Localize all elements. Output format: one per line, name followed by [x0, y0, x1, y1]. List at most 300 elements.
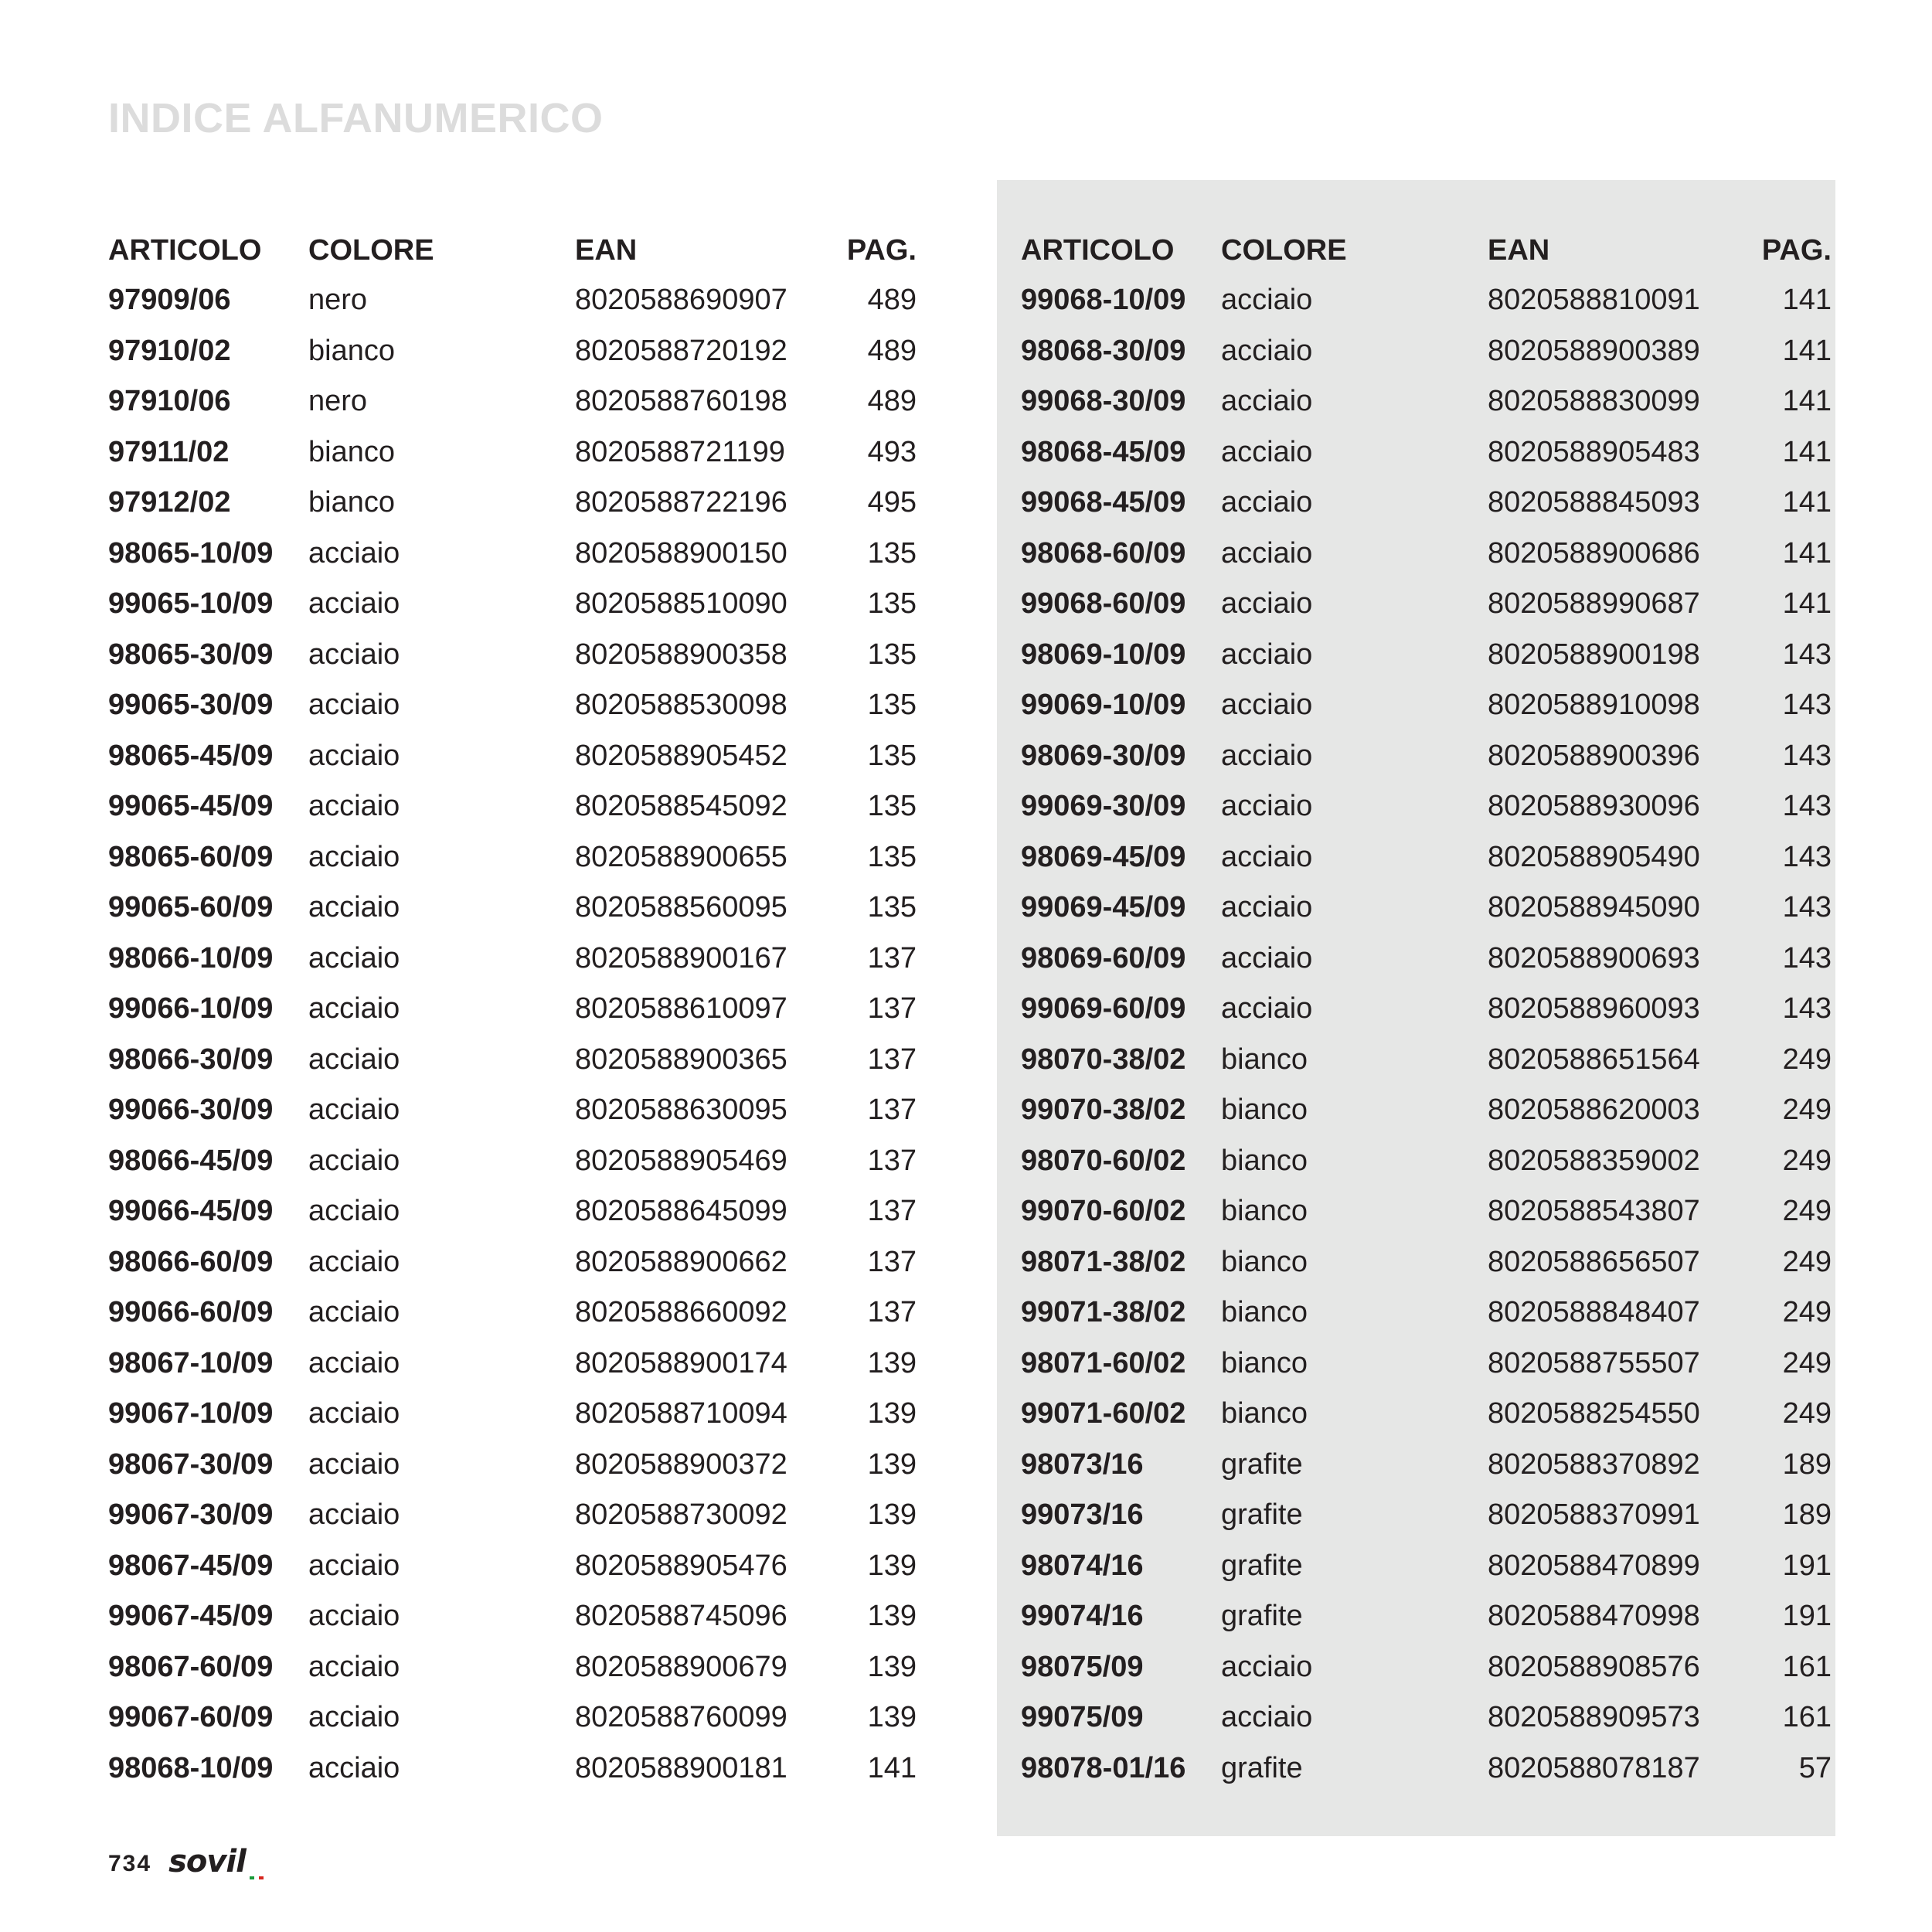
- cell-pag: 135: [867, 739, 917, 772]
- cell-pag: 141: [1782, 284, 1832, 317]
- cell-colore: acciaio: [308, 1498, 400, 1532]
- cell-pag: 143: [1782, 891, 1832, 924]
- cell-articolo: 98065-30/09: [108, 638, 274, 671]
- cell-ean: 8020588905452: [575, 739, 787, 772]
- cell-colore: bianco: [1221, 1296, 1308, 1329]
- cell-articolo: 98068-30/09: [1021, 334, 1186, 367]
- cell-ean: 8020588810091: [1488, 284, 1700, 317]
- cell-ean: 8020588645099: [575, 1195, 787, 1228]
- cell-pag: 143: [1782, 739, 1832, 772]
- cell-pag: 249: [1782, 1397, 1832, 1430]
- cell-pag: 161: [1782, 1650, 1832, 1683]
- cell-pag: 141: [1782, 334, 1832, 367]
- cell-articolo: 99065-60/09: [108, 891, 274, 924]
- cell-articolo: 97910/06: [108, 385, 231, 418]
- cell-articolo: 99070-38/02: [1021, 1094, 1186, 1127]
- table-row: [1021, 1389, 1832, 1440]
- cell-ean: 8020588560095: [575, 891, 787, 924]
- cell-articolo: 98067-30/09: [108, 1447, 274, 1481]
- cell-pag: 143: [1782, 992, 1832, 1026]
- cell-colore: acciaio: [308, 992, 400, 1026]
- cell-ean: 8020588470899: [1488, 1549, 1700, 1582]
- cell-colore: bianco: [308, 486, 395, 519]
- cell-ean: 8020588722196: [575, 486, 787, 519]
- cell-ean: 8020588900174: [575, 1346, 787, 1379]
- table-row: [108, 1541, 917, 1592]
- cell-ean: 8020588900679: [575, 1650, 787, 1683]
- cell-articolo: 98066-30/09: [108, 1043, 274, 1076]
- cell-colore: grafite: [1221, 1600, 1303, 1633]
- cell-pag: 489: [867, 385, 917, 418]
- cell-articolo: 98070-60/02: [1021, 1144, 1186, 1177]
- table-row: [108, 630, 917, 681]
- cell-articolo: 98065-45/09: [108, 739, 274, 772]
- cell-articolo: 99067-30/09: [108, 1498, 274, 1532]
- cell-colore: acciaio: [1221, 790, 1313, 823]
- table-row: [108, 1136, 917, 1187]
- table-row: [1021, 1440, 1832, 1491]
- table-row: [1021, 781, 1832, 832]
- cell-articolo: 98068-60/09: [1021, 536, 1186, 570]
- cell-pag: 493: [867, 435, 917, 468]
- cell-articolo: 99069-60/09: [1021, 992, 1186, 1026]
- cell-ean: 8020588905490: [1488, 840, 1700, 873]
- cell-colore: acciaio: [1221, 1650, 1313, 1683]
- cell-ean: 8020588960093: [1488, 992, 1700, 1026]
- cell-pag: 137: [867, 1245, 917, 1278]
- cell-articolo: 98066-10/09: [108, 941, 274, 975]
- table-row: [1021, 1035, 1832, 1086]
- cell-colore: bianco: [308, 435, 395, 468]
- table-row: [1021, 1186, 1832, 1237]
- cell-articolo: 99066-45/09: [108, 1195, 274, 1228]
- cell-pag: 135: [867, 689, 917, 722]
- cell-pag: 137: [867, 1144, 917, 1177]
- cell-articolo: 98075/09: [1021, 1650, 1144, 1683]
- cell-ean: 8020588908576: [1488, 1650, 1700, 1683]
- cell-ean: 8020588900396: [1488, 739, 1700, 772]
- cell-ean: 8020588760099: [575, 1701, 787, 1734]
- cell-pag: 249: [1782, 1195, 1832, 1228]
- cell-ean: 8020588845093: [1488, 486, 1700, 519]
- cell-pag: 135: [867, 587, 917, 621]
- cell-ean: 8020588909573: [1488, 1701, 1700, 1734]
- cell-pag: 137: [867, 1296, 917, 1329]
- cell-articolo: 99069-10/09: [1021, 689, 1186, 722]
- cell-colore: acciaio: [308, 840, 400, 873]
- table-row: [1021, 1490, 1832, 1541]
- cell-pag: 489: [867, 284, 917, 317]
- cell-pag: 139: [867, 1346, 917, 1379]
- cell-ean: 8020588900655: [575, 840, 787, 873]
- table-header-row: [1021, 226, 1832, 275]
- cell-articolo: 98066-60/09: [108, 1245, 274, 1278]
- cell-pag: 189: [1782, 1498, 1832, 1532]
- cell-ean: 8020588900150: [575, 536, 787, 570]
- cell-colore: acciaio: [1221, 284, 1313, 317]
- cell-pag: 135: [867, 840, 917, 873]
- cell-colore: acciaio: [1221, 739, 1313, 772]
- table-row: [108, 275, 917, 326]
- cell-articolo: 98065-60/09: [108, 840, 274, 873]
- cell-pag: 137: [867, 1195, 917, 1228]
- table-row: [1021, 1338, 1832, 1389]
- table-row: [108, 680, 917, 731]
- cell-colore: acciaio: [308, 739, 400, 772]
- cell-articolo: 98078-01/16: [1021, 1751, 1186, 1784]
- cell-colore: acciaio: [1221, 385, 1313, 418]
- cell-articolo: 98069-60/09: [1021, 941, 1186, 975]
- table-row: [108, 579, 917, 630]
- cell-colore: acciaio: [1221, 638, 1313, 671]
- cell-colore: acciaio: [1221, 587, 1313, 621]
- table-row: [108, 529, 917, 580]
- cell-pag: 135: [867, 638, 917, 671]
- cell-colore: acciaio: [308, 1751, 400, 1784]
- cell-articolo: 99067-45/09: [108, 1600, 274, 1633]
- cell-pag: 249: [1782, 1346, 1832, 1379]
- table-row: [108, 1440, 917, 1491]
- cell-colore: acciaio: [308, 1650, 400, 1683]
- cell-colore: grafite: [1221, 1447, 1303, 1481]
- cell-colore: acciaio: [1221, 486, 1313, 519]
- table-row: [108, 984, 917, 1035]
- cell-colore: acciaio: [1221, 992, 1313, 1026]
- cell-ean: 8020588620003: [1488, 1094, 1700, 1127]
- cell-articolo: 99068-45/09: [1021, 486, 1186, 519]
- cell-colore: nero: [308, 385, 368, 418]
- cell-ean: 8020588900693: [1488, 941, 1700, 975]
- table-row: [108, 1085, 917, 1136]
- cell-articolo: 98069-30/09: [1021, 739, 1186, 772]
- cell-pag: 143: [1782, 790, 1832, 823]
- cell-ean: 8020588900686: [1488, 536, 1700, 570]
- cell-pag: 141: [1782, 486, 1832, 519]
- cell-colore: acciaio: [308, 536, 400, 570]
- cell-articolo: 99068-60/09: [1021, 587, 1186, 621]
- cell-articolo: 99069-30/09: [1021, 790, 1186, 823]
- cell-ean: 8020588721199: [575, 435, 785, 468]
- cell-colore: bianco: [1221, 1144, 1308, 1177]
- cell-pag: 139: [867, 1549, 917, 1582]
- cell-pag: 191: [1782, 1600, 1832, 1633]
- cell-colore: bianco: [1221, 1245, 1308, 1278]
- cell-ean: 8020588990687: [1488, 587, 1700, 621]
- cell-articolo: 97912/02: [108, 486, 231, 519]
- cell-ean: 8020588900389: [1488, 334, 1700, 367]
- cell-articolo: 98073/16: [1021, 1447, 1144, 1481]
- table-row: [108, 478, 917, 529]
- cell-pag: 139: [867, 1397, 917, 1430]
- cell-pag: 249: [1782, 1296, 1832, 1329]
- cell-colore: grafite: [1221, 1549, 1303, 1582]
- table-row: [108, 1035, 917, 1086]
- header-ean: EAN: [575, 233, 638, 267]
- cell-articolo: 98066-45/09: [108, 1144, 274, 1177]
- cell-pag: 249: [1782, 1043, 1832, 1076]
- cell-articolo: 99075/09: [1021, 1701, 1144, 1734]
- table-row: [108, 1490, 917, 1541]
- flag-stripe: [259, 1876, 264, 1879]
- cell-pag: 143: [1782, 638, 1832, 671]
- cell-ean: 8020588656507: [1488, 1245, 1700, 1278]
- table-row: [1021, 579, 1832, 630]
- cell-articolo: 99069-45/09: [1021, 891, 1186, 924]
- cell-ean: 8020588078187: [1488, 1751, 1700, 1784]
- table-row: [108, 1389, 917, 1440]
- cell-pag: 495: [867, 486, 917, 519]
- cell-articolo: 97911/02: [108, 435, 230, 468]
- cell-articolo: 97909/06: [108, 284, 231, 317]
- cell-colore: acciaio: [1221, 435, 1313, 468]
- cell-colore: acciaio: [1221, 891, 1313, 924]
- cell-articolo: 99065-10/09: [108, 587, 274, 621]
- cell-articolo: 99065-30/09: [108, 689, 274, 722]
- cell-ean: 8020588530098: [575, 689, 787, 722]
- cell-pag: 139: [867, 1600, 917, 1633]
- cell-pag: 137: [867, 941, 917, 975]
- table-header-row: [108, 226, 917, 275]
- cell-ean: 8020588930096: [1488, 790, 1700, 823]
- cell-pag: 141: [1782, 587, 1832, 621]
- cell-colore: bianco: [1221, 1094, 1308, 1127]
- cell-articolo: 97910/02: [108, 334, 231, 367]
- cell-pag: 143: [1782, 840, 1832, 873]
- table-row: [108, 1642, 917, 1693]
- table-row: [1021, 1136, 1832, 1187]
- cell-pag: 137: [867, 992, 917, 1026]
- cell-articolo: 99074/16: [1021, 1600, 1144, 1633]
- cell-colore: acciaio: [308, 1043, 400, 1076]
- table-row: [1021, 731, 1832, 782]
- cell-colore: acciaio: [1221, 334, 1313, 367]
- cell-colore: acciaio: [308, 790, 400, 823]
- cell-colore: acciaio: [1221, 536, 1313, 570]
- cell-ean: 8020588900372: [575, 1447, 787, 1481]
- table-row: [1021, 376, 1832, 427]
- cell-ean: 8020588900358: [575, 638, 787, 671]
- cell-pag: 139: [867, 1498, 917, 1532]
- cell-ean: 8020588543807: [1488, 1195, 1700, 1228]
- table-row: [108, 1186, 917, 1237]
- table-row: [1021, 1642, 1832, 1693]
- table-row: [108, 427, 917, 478]
- cell-colore: acciaio: [1221, 941, 1313, 975]
- cell-ean: 8020588254550: [1488, 1397, 1700, 1430]
- cell-articolo: 99073/16: [1021, 1498, 1144, 1532]
- index-table-right: [1021, 226, 1832, 1794]
- cell-pag: 141: [867, 1751, 917, 1784]
- cell-pag: 249: [1782, 1245, 1832, 1278]
- cell-colore: acciaio: [308, 891, 400, 924]
- cell-articolo: 98069-10/09: [1021, 638, 1186, 671]
- cell-articolo: 98074/16: [1021, 1549, 1144, 1582]
- table-row: [108, 934, 917, 985]
- table-row: [1021, 934, 1832, 985]
- cell-articolo: 98070-38/02: [1021, 1043, 1186, 1076]
- table-row: [1021, 1085, 1832, 1136]
- cell-pag: 139: [867, 1650, 917, 1683]
- cell-articolo: 98067-45/09: [108, 1549, 274, 1582]
- cell-pag: 141: [1782, 536, 1832, 570]
- table-row: [108, 326, 917, 377]
- cell-colore: acciaio: [308, 1245, 400, 1278]
- cell-colore: bianco: [1221, 1043, 1308, 1076]
- cell-pag: 249: [1782, 1144, 1832, 1177]
- page-number: 734: [108, 1851, 152, 1876]
- cell-ean: 8020588945090: [1488, 891, 1700, 924]
- cell-colore: bianco: [1221, 1346, 1308, 1379]
- cell-articolo: 98071-60/02: [1021, 1346, 1186, 1379]
- cell-colore: bianco: [1221, 1195, 1308, 1228]
- cell-ean: 8020588651564: [1488, 1043, 1700, 1076]
- cell-colore: grafite: [1221, 1498, 1303, 1532]
- table-row: [1021, 1743, 1832, 1794]
- cell-pag: 143: [1782, 689, 1832, 722]
- cell-colore: acciaio: [308, 638, 400, 671]
- cell-colore: acciaio: [308, 1701, 400, 1734]
- header-colore: COLORE: [308, 233, 434, 267]
- page-title: INDICE ALFANUMERICO: [108, 95, 604, 141]
- cell-ean: 8020588470998: [1488, 1600, 1700, 1633]
- cell-ean: 8020588900181: [575, 1751, 787, 1784]
- header-pag: PAG.: [1761, 233, 1832, 267]
- cell-ean: 8020588755507: [1488, 1346, 1700, 1379]
- cell-colore: acciaio: [308, 1094, 400, 1127]
- table-row: [1021, 1591, 1832, 1642]
- cell-ean: 8020588730092: [575, 1498, 787, 1532]
- table-row: [108, 883, 917, 934]
- table-row: [1021, 883, 1832, 934]
- cell-ean: 8020588720192: [575, 334, 787, 367]
- cell-pag: 135: [867, 790, 917, 823]
- table-row: [1021, 832, 1832, 883]
- cell-articolo: 99068-10/09: [1021, 284, 1186, 317]
- index-table-left: [108, 226, 917, 1794]
- cell-articolo: 99066-10/09: [108, 992, 274, 1026]
- cell-pag: 249: [1782, 1094, 1832, 1127]
- italian-flag-icon: [250, 1876, 264, 1879]
- table-row: [1021, 529, 1832, 580]
- cell-ean: 8020588760198: [575, 385, 787, 418]
- table-row: [1021, 478, 1832, 529]
- cell-colore: acciaio: [308, 587, 400, 621]
- cell-ean: 8020588910098: [1488, 689, 1700, 722]
- cell-ean: 8020588830099: [1488, 385, 1700, 418]
- cell-ean: 8020588900365: [575, 1043, 787, 1076]
- cell-colore: acciaio: [1221, 689, 1313, 722]
- cell-ean: 8020588690907: [575, 284, 787, 317]
- cell-ean: 8020588370892: [1488, 1447, 1700, 1481]
- cell-articolo: 98067-60/09: [108, 1650, 274, 1683]
- cell-articolo: 98069-45/09: [1021, 840, 1186, 873]
- cell-colore: acciaio: [308, 689, 400, 722]
- cell-ean: 8020588900167: [575, 941, 787, 975]
- header-articolo: ARTICOLO: [1021, 233, 1175, 267]
- brand-logo-text: sovil: [168, 1844, 246, 1879]
- cell-articolo: 98067-10/09: [108, 1346, 274, 1379]
- cell-ean: 8020588610097: [575, 992, 787, 1026]
- cell-articolo: 98068-45/09: [1021, 435, 1186, 468]
- table-row: [108, 1287, 917, 1338]
- header-ean: EAN: [1488, 233, 1550, 267]
- brand-logo: [168, 1844, 265, 1881]
- cell-pag: 141: [1782, 435, 1832, 468]
- cell-pag: 141: [1782, 385, 1832, 418]
- table-row: [1021, 984, 1832, 1035]
- cell-ean: 8020588630095: [575, 1094, 787, 1127]
- cell-colore: acciaio: [308, 1549, 400, 1582]
- cell-pag: 143: [1782, 941, 1832, 975]
- cell-pag: 137: [867, 1043, 917, 1076]
- cell-colore: acciaio: [308, 941, 400, 975]
- table-row: [108, 1237, 917, 1288]
- cell-articolo: 99066-30/09: [108, 1094, 274, 1127]
- cell-pag: 57: [1798, 1751, 1832, 1784]
- table-row: [1021, 275, 1832, 326]
- cell-articolo: 99070-60/02: [1021, 1195, 1186, 1228]
- cell-pag: 135: [867, 891, 917, 924]
- cell-pag: 135: [867, 536, 917, 570]
- cell-colore: acciaio: [308, 1600, 400, 1633]
- cell-articolo: 99067-10/09: [108, 1397, 274, 1430]
- cell-pag: 161: [1782, 1701, 1832, 1734]
- table-row: [1021, 680, 1832, 731]
- cell-ean: 8020588905476: [575, 1549, 787, 1582]
- cell-ean: 8020588370991: [1488, 1498, 1700, 1532]
- header-pag: PAG.: [846, 233, 917, 267]
- cell-colore: bianco: [308, 334, 395, 367]
- cell-colore: grafite: [1221, 1751, 1303, 1784]
- cell-ean: 8020588745096: [575, 1600, 787, 1633]
- table-row: [108, 376, 917, 427]
- table-row: [108, 832, 917, 883]
- cell-articolo: 99071-60/02: [1021, 1397, 1186, 1430]
- cell-ean: 8020588660092: [575, 1296, 787, 1329]
- cell-articolo: 98068-10/09: [108, 1751, 274, 1784]
- cell-colore: acciaio: [308, 1346, 400, 1379]
- page-footer: [108, 1844, 265, 1881]
- cell-ean: 8020588848407: [1488, 1296, 1700, 1329]
- table-row: [108, 731, 917, 782]
- cell-pag: 191: [1782, 1549, 1832, 1582]
- cell-pag: 139: [867, 1447, 917, 1481]
- cell-ean: 8020588900662: [575, 1245, 787, 1278]
- cell-ean: 8020588545092: [575, 790, 787, 823]
- table-row: [108, 1591, 917, 1642]
- cell-articolo: 99065-45/09: [108, 790, 274, 823]
- cell-colore: acciaio: [308, 1195, 400, 1228]
- cell-ean: 8020588710094: [575, 1397, 787, 1430]
- cell-articolo: 99071-38/02: [1021, 1296, 1186, 1329]
- cell-colore: acciaio: [308, 1397, 400, 1430]
- header-colore: COLORE: [1221, 233, 1347, 267]
- cell-colore: acciaio: [1221, 1701, 1313, 1734]
- table-row: [108, 1338, 917, 1389]
- table-row: [1021, 1237, 1832, 1288]
- table-row: [108, 781, 917, 832]
- table-row: [1021, 326, 1832, 377]
- cell-colore: acciaio: [308, 1447, 400, 1481]
- cell-ean: 8020588905469: [575, 1144, 787, 1177]
- cell-colore: nero: [308, 284, 368, 317]
- table-row: [1021, 1692, 1832, 1743]
- table-row: [1021, 1287, 1832, 1338]
- table-row: [1021, 427, 1832, 478]
- table-row: [108, 1743, 917, 1794]
- cell-articolo: 99066-60/09: [108, 1296, 274, 1329]
- cell-articolo: 98065-10/09: [108, 536, 274, 570]
